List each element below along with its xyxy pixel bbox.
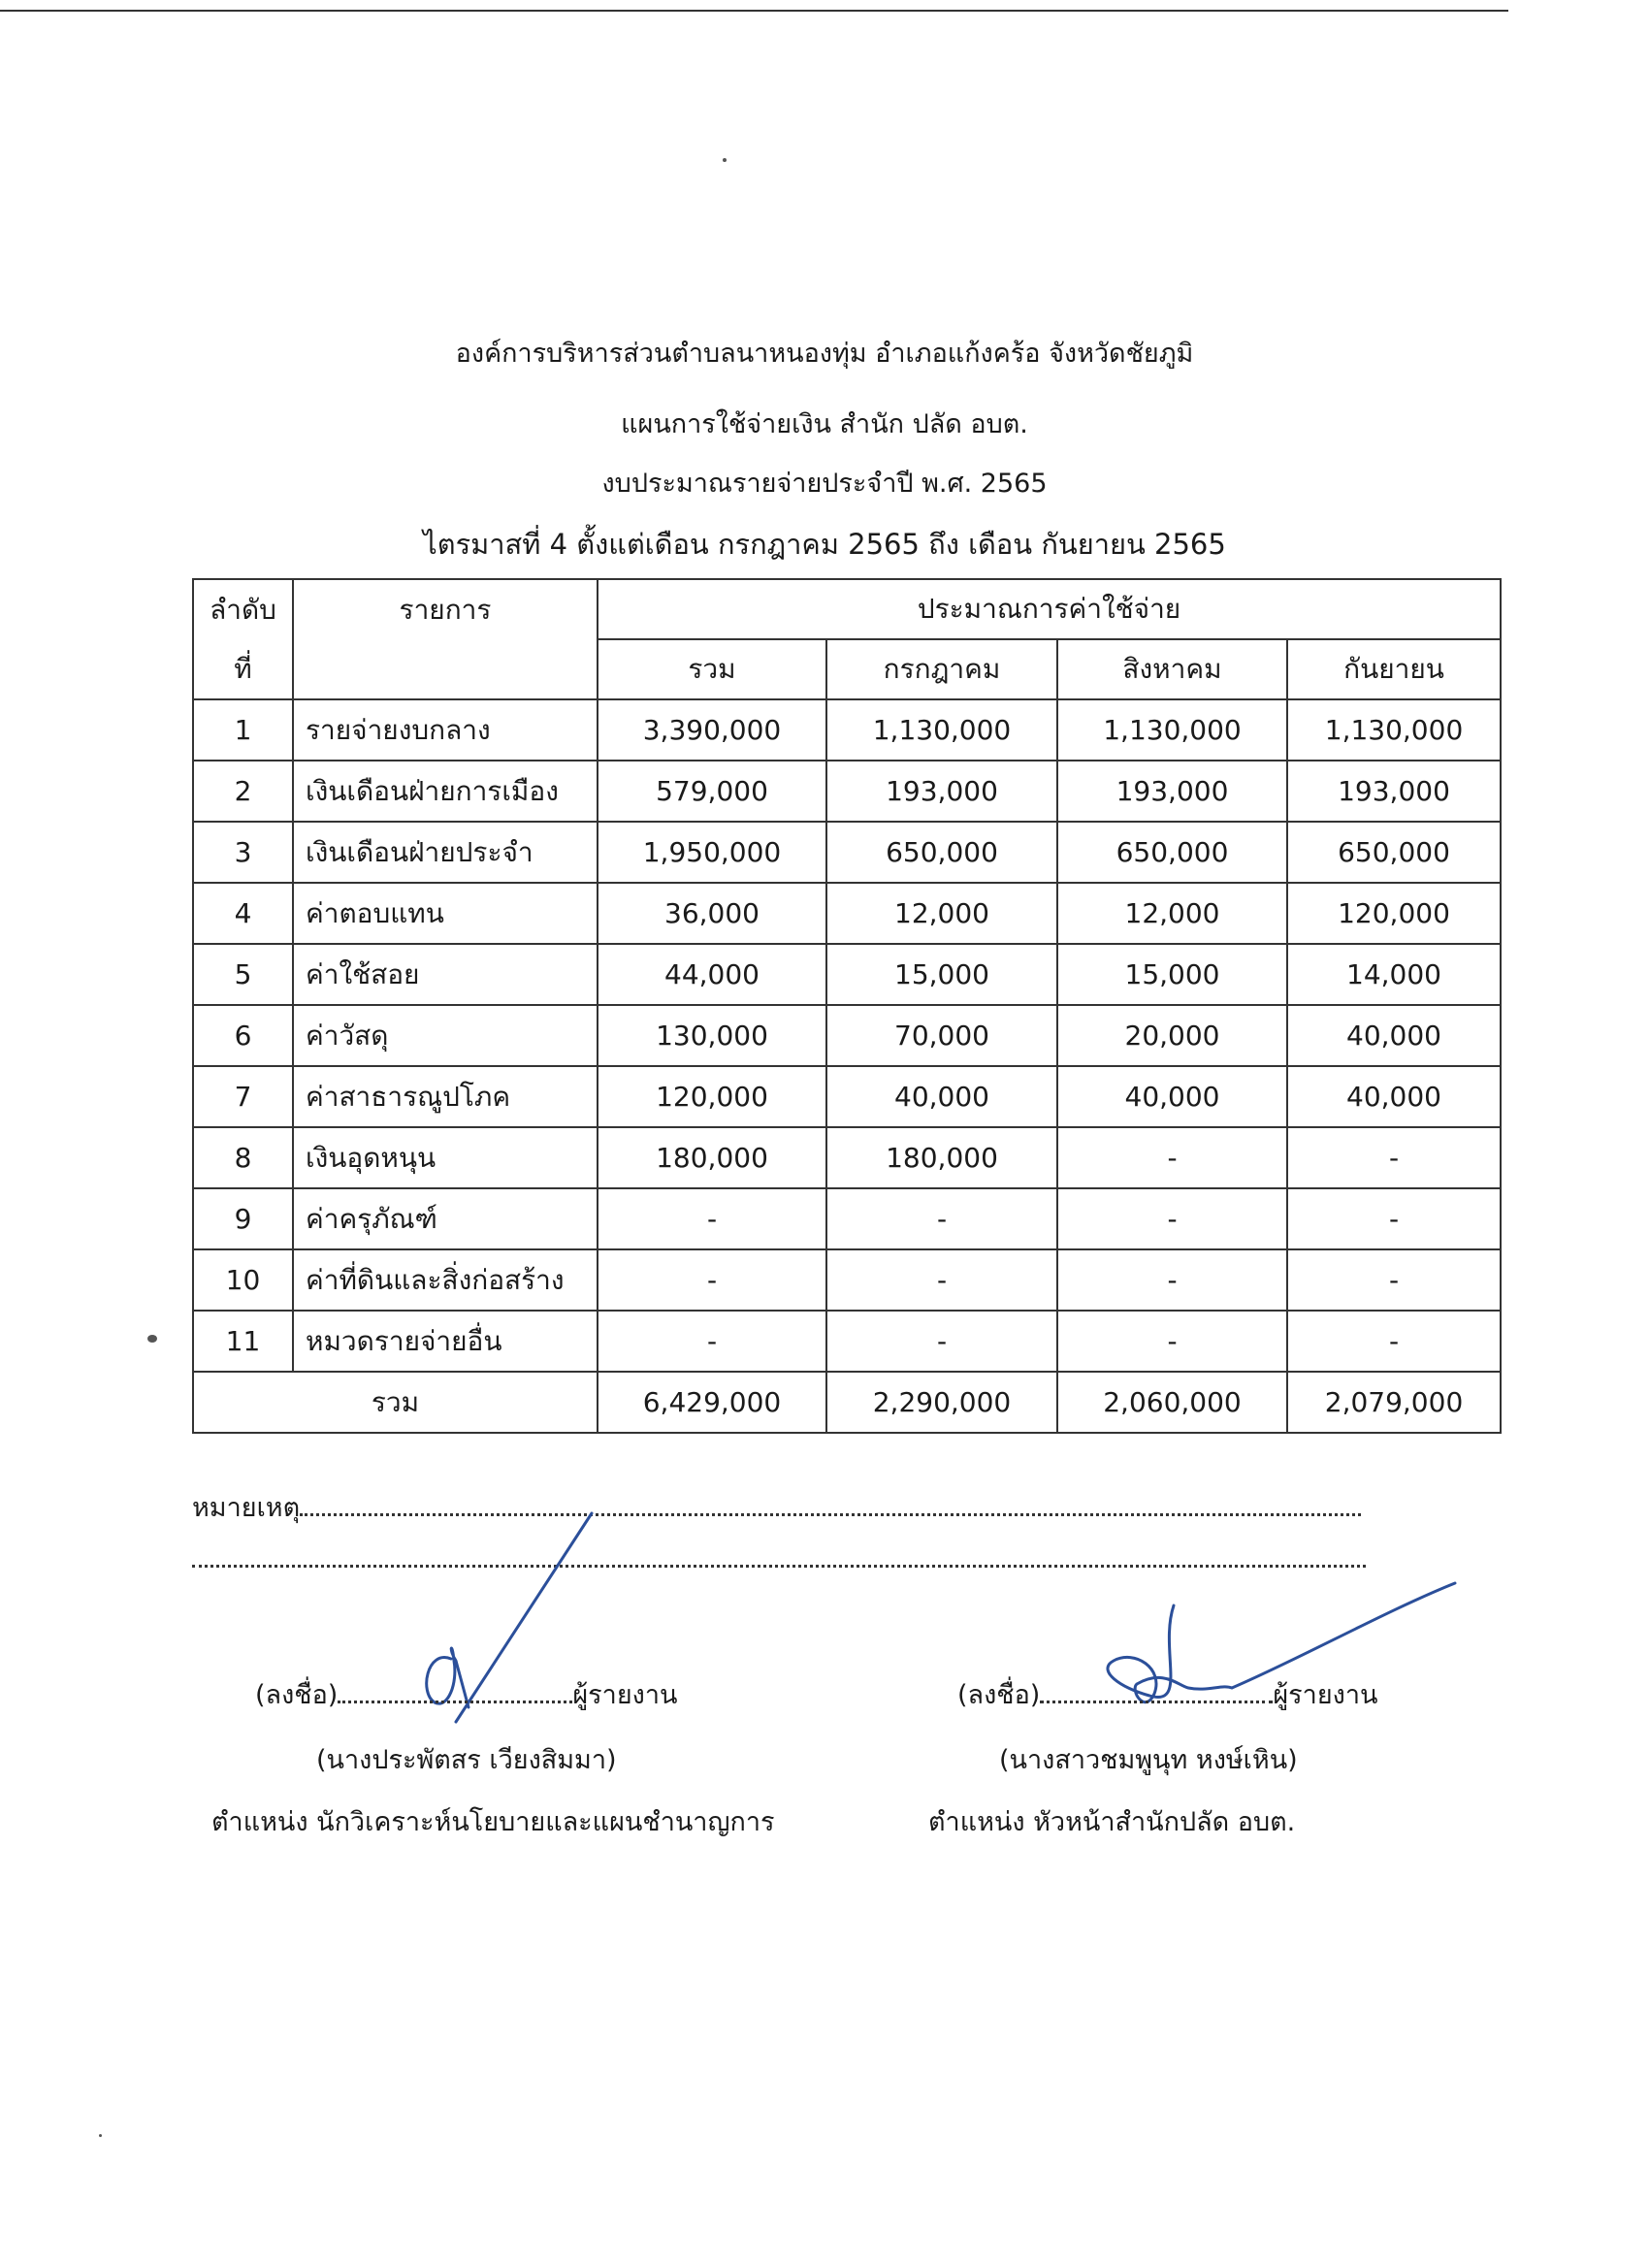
cell-no: 11 [193,1311,293,1372]
right-signer-name: (นางสาวชมพูนุท หงษ์เหิน) [999,1745,1298,1775]
table-header-row-1 [193,579,1501,639]
cell-sep: 650,000 [1287,822,1501,883]
table-row [193,699,1501,761]
header-item-blank [293,639,598,699]
cell-aug: 15,000 [1057,944,1287,1005]
table-row [193,822,1501,883]
cell-jul: 70,000 [826,1005,1057,1066]
remarks-line-2 [192,1544,1366,1574]
cell-jul: 193,000 [826,761,1057,822]
cell-no: 8 [193,1127,293,1188]
cell-jul: 1,130,000 [826,699,1057,761]
budget-table [192,578,1502,1434]
plan-heading: แผนการใช้จ่ายเงิน สำนัก ปลัด อบต. [621,409,1028,439]
cell-total: 1,950,000 [598,822,826,883]
cell-total: 120,000 [598,1066,826,1127]
cell-sep: 40,000 [1287,1005,1501,1066]
cell-total: 579,000 [598,761,826,822]
table-row [193,1311,1501,1372]
cell-no: 4 [193,883,293,944]
cell-aug: - [1057,1127,1287,1188]
remarks-line [192,1486,1361,1528]
cell-no: 9 [193,1188,293,1249]
cell-jul: - [826,1311,1057,1372]
remarks-label: หมายเหตุ [192,1493,301,1523]
cell-item: ค่าใช้สอย [293,944,598,1005]
left-signer-name: (นางประพัตสร เวียงสิมมา) [316,1745,617,1775]
sum-jul: 2,290,000 [826,1372,1057,1433]
scan-top-edge-line [0,10,1508,12]
cell-aug: - [1057,1311,1287,1372]
budget-year-heading: งบประมาณรายจ่ายประจำปี พ.ศ. 2565 [601,469,1048,499]
cell-total: - [598,1249,826,1311]
cell-item: หมวดรายจ่ายอื่น [293,1311,598,1372]
cell-jul: - [826,1188,1057,1249]
header-total: รวม [598,639,826,699]
cell-item: ค่าที่ดินและสิ่งก่อสร้าง [293,1249,598,1311]
header-aug: สิงหาคม [1057,639,1287,699]
cell-item: ค่าสาธารณูปโภค [293,1066,598,1127]
cell-sep: 1,130,000 [1287,699,1501,761]
cell-aug: 193,000 [1057,761,1287,822]
cell-sep: 120,000 [1287,883,1501,944]
scan-speck [147,1335,157,1343]
remarks-dotted-line-2 [192,1559,1366,1568]
cell-jul: 650,000 [826,822,1057,883]
table-row [193,761,1501,822]
header-no-line1: ลำดับ [193,579,293,639]
scan-speck [723,158,727,162]
left-sign-suffix: ผู้รายงาน [572,1680,678,1710]
cell-total: - [598,1311,826,1372]
left-signer-position: ตำแหน่ง นักวิเคราะห์นโยบายและแผนชำนาญการ [211,1807,775,1837]
cell-jul: 180,000 [826,1127,1057,1188]
table-row [193,883,1501,944]
cell-jul: - [826,1249,1057,1311]
left-sign-prefix: (ลงชื่อ) [255,1680,339,1710]
right-sign-prefix: (ลงชื่อ) [957,1680,1041,1710]
quarter-heading: ไตรมาสที่ 4 ตั้งแต่เดือน กรกฎาคม 2565 ถึง เดือน กันยายน 2565 [423,528,1226,561]
table-row [193,1005,1501,1066]
cell-total: - [598,1188,826,1249]
right-signature-dots [1040,1695,1273,1703]
header-estimate: ประมาณการค่าใช้จ่าย [598,579,1501,639]
cell-sep: 193,000 [1287,761,1501,822]
left-signature-line [255,1673,677,1715]
sum-aug: 2,060,000 [1057,1372,1287,1433]
cell-total: 180,000 [598,1127,826,1188]
table-row [193,1188,1501,1249]
table-header-row-2 [193,639,1501,699]
cell-sep: - [1287,1127,1501,1188]
cell-sep: - [1287,1249,1501,1311]
cell-total: 3,390,000 [598,699,826,761]
cell-item: ค่าตอบแทน [293,883,598,944]
left-signature-dots [338,1695,572,1703]
cell-aug: 1,130,000 [1057,699,1287,761]
header-item: รายการ [293,579,598,639]
sum-total: 6,429,000 [598,1372,826,1433]
remarks-dotted-line [300,1507,1361,1516]
cell-no: 10 [193,1249,293,1311]
table-row [193,1127,1501,1188]
cell-aug: - [1057,1249,1287,1311]
scan-speck [99,2134,102,2137]
cell-jul: 40,000 [826,1066,1057,1127]
cell-no: 6 [193,1005,293,1066]
table-row [193,1066,1501,1127]
cell-aug: 40,000 [1057,1066,1287,1127]
cell-no: 1 [193,699,293,761]
cell-total: 36,000 [598,883,826,944]
cell-item: เงินเดือนฝ่ายประจำ [293,822,598,883]
cell-sep: 14,000 [1287,944,1501,1005]
cell-sep: - [1287,1311,1501,1372]
cell-jul: 12,000 [826,883,1057,944]
cell-total: 130,000 [598,1005,826,1066]
header-jul: กรกฎาคม [826,639,1057,699]
cell-item: ค่าวัสดุ [293,1005,598,1066]
cell-sep: 40,000 [1287,1066,1501,1127]
right-sign-suffix: ผู้รายงาน [1273,1680,1378,1710]
right-signer-position: ตำแหน่ง หัวหน้าสำนักปลัด อบต. [928,1807,1296,1837]
cell-item: เงินเดือนฝ่ายการเมือง [293,761,598,822]
cell-aug: 12,000 [1057,883,1287,944]
organization-heading: องค์การบริหารส่วนตำบลนาหนองทุ่ม อำเภอแก้งคร้อ จังหวัดชัยภูมิ [455,339,1194,369]
header-no-line2: ที่ [193,639,293,699]
cell-no: 5 [193,944,293,1005]
cell-aug: 650,000 [1057,822,1287,883]
table-sum-row [193,1372,1501,1433]
cell-no: 3 [193,822,293,883]
right-signature-line [957,1673,1377,1715]
cell-item: รายจ่ายงบกลาง [293,699,598,761]
cell-sep: - [1287,1188,1501,1249]
sum-sep: 2,079,000 [1287,1372,1501,1433]
cell-item: เงินอุดหนุน [293,1127,598,1188]
table-row [193,1249,1501,1311]
cell-item: ค่าครุภัณฑ์ [293,1188,598,1249]
cell-aug: - [1057,1188,1287,1249]
table-row [193,944,1501,1005]
cell-aug: 20,000 [1057,1005,1287,1066]
sum-label: รวม [193,1372,598,1433]
table-body [193,699,1501,1433]
cell-jul: 15,000 [826,944,1057,1005]
header-sep: กันยายน [1287,639,1501,699]
cell-total: 44,000 [598,944,826,1005]
cell-no: 2 [193,761,293,822]
cell-no: 7 [193,1066,293,1127]
